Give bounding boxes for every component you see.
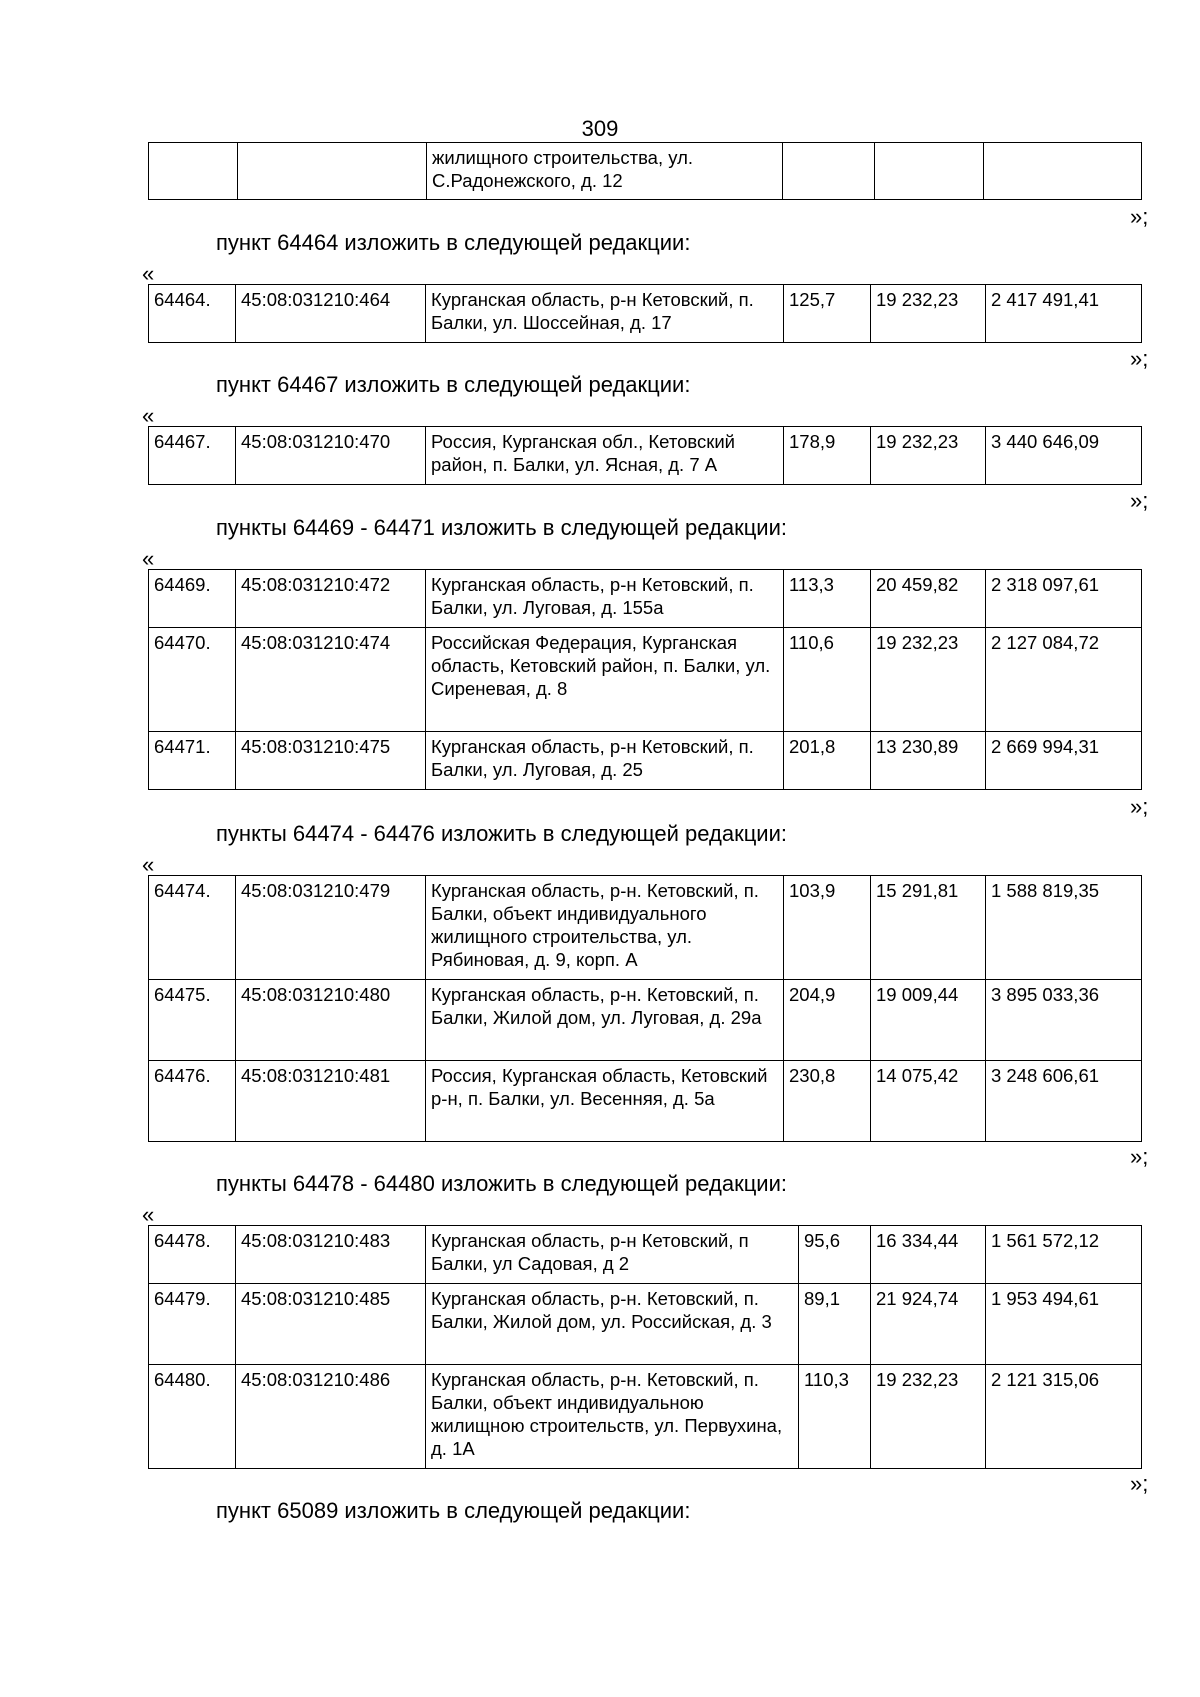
cell-cadastral: 45:08:031210:472 xyxy=(236,570,426,628)
cell-number: 64480. xyxy=(149,1365,236,1469)
cell-value: 2 127 084,72 xyxy=(986,628,1142,732)
cell-number: 64475. xyxy=(149,980,236,1061)
cell-rate: 21 924,74 xyxy=(871,1284,986,1365)
cell-area: 110,3 xyxy=(799,1365,871,1469)
cell-number: 64474. xyxy=(149,876,236,980)
section-intro: пункты 64469 - 64471 изложить в следующей редакции: xyxy=(216,515,788,540)
closing-quote: »; xyxy=(1130,1471,1149,1496)
cell-value: 2 318 097,61 xyxy=(986,570,1142,628)
cell-number: 64467. xyxy=(149,427,236,485)
cell-area: 95,6 xyxy=(799,1226,871,1284)
cell-value: 3 440 646,09 xyxy=(986,427,1142,485)
cell-area: 125,7 xyxy=(784,285,871,343)
cell-address: Российская Федерация, Курганская область, Кетовский район, п. Балки, ул. Сиреневая, д. 8 xyxy=(426,628,784,732)
register-table xyxy=(148,426,1142,485)
cell-area xyxy=(783,143,875,200)
cell-address: Курганская область, р-н Кетовский, п. Балки, ул. Луговая, д. 25 xyxy=(426,732,784,790)
cell-cadastral: 45:08:031210:480 xyxy=(236,980,426,1061)
table-row xyxy=(149,1226,1142,1284)
cell-rate: 19 232,23 xyxy=(871,628,986,732)
cell-address: Россия, Курганская область, Кетовский р-н, п. Балки, ул. Весенняя, д. 5а xyxy=(426,1061,784,1142)
cell-address: Курганская область, р-н. Кетовский, п. Балки, объект индивидуального жилищного строительства, ул. Рябиновая, д. 9, корп. А xyxy=(426,876,784,980)
section-intro: пункт 65089 изложить в следующей редакции: xyxy=(216,1498,691,1523)
cell-number: 64470. xyxy=(149,628,236,732)
section-intro: пункт 64467 изложить в следующей редакции: xyxy=(216,372,691,397)
cell-area: 113,3 xyxy=(784,570,871,628)
cell-area: 89,1 xyxy=(799,1284,871,1365)
register-table xyxy=(148,284,1142,343)
cell-cadastral: 45:08:031210:485 xyxy=(236,1284,426,1365)
table-row xyxy=(149,1061,1142,1142)
opening-quote: « xyxy=(142,403,155,428)
cell-cadastral: 45:08:031210:481 xyxy=(236,1061,426,1142)
closing-quote: »; xyxy=(1130,794,1149,819)
cell-rate: 16 334,44 xyxy=(871,1226,986,1284)
cell-area: 178,9 xyxy=(784,427,871,485)
register-table xyxy=(148,1225,1142,1469)
cell-number: 64464. xyxy=(149,285,236,343)
table-row xyxy=(149,285,1142,343)
table-row xyxy=(149,732,1142,790)
cell-number: 64479. xyxy=(149,1284,236,1365)
cell-rate: 19 232,23 xyxy=(871,285,986,343)
register-table xyxy=(148,569,1142,790)
cell-cadastral: 45:08:031210:474 xyxy=(236,628,426,732)
opening-quote: « xyxy=(142,1202,155,1227)
cell-rate: 15 291,81 xyxy=(871,876,986,980)
cell-value: 2 121 315,06 xyxy=(986,1365,1142,1469)
cell-rate: 19 232,23 xyxy=(871,427,986,485)
cell-address: Курганская область, р-н. Кетовский, п. Балки, Жилой дом, ул. Луговая, д. 29а xyxy=(426,980,784,1061)
cell-number: 64471. xyxy=(149,732,236,790)
opening-quote: « xyxy=(142,546,155,571)
cell-address: Курганская область, р-н Кетовский, п. Балки, ул. Шоссейная, д. 17 xyxy=(426,285,784,343)
cell-area: 201,8 xyxy=(784,732,871,790)
cell-number: 64478. xyxy=(149,1226,236,1284)
section-intro: пункты 64478 - 64480 изложить в следующей редакции: xyxy=(216,1171,788,1196)
cell-value: 3 248 606,61 xyxy=(986,1061,1142,1142)
table-row xyxy=(149,1284,1142,1365)
cell-address: Курганская область, р-н Кетовский, п Балки, ул Садовая, д 2 xyxy=(426,1226,799,1284)
cell-value: 2 669 994,31 xyxy=(986,732,1142,790)
cell-cadastral: 45:08:031210:479 xyxy=(236,876,426,980)
cell-value: 3 895 033,36 xyxy=(986,980,1142,1061)
cell-area: 204,9 xyxy=(784,980,871,1061)
closing-quote: »; xyxy=(1130,204,1149,229)
cell-rate: 19 009,44 xyxy=(871,980,986,1061)
cell-number: 64476. xyxy=(149,1061,236,1142)
cell-value: 1 588 819,35 xyxy=(986,876,1142,980)
cell-number xyxy=(149,143,238,200)
table-row xyxy=(149,570,1142,628)
cell-cadastral: 45:08:031210:483 xyxy=(236,1226,426,1284)
closing-quote: »; xyxy=(1130,346,1149,371)
cell-address: Курганская область, р-н Кетовский, п. Балки, ул. Луговая, д. 155а xyxy=(426,570,784,628)
table-row xyxy=(149,1365,1142,1469)
cell-rate: 20 459,82 xyxy=(871,570,986,628)
cell-cadastral: 45:08:031210:464 xyxy=(236,285,426,343)
cell-area: 230,8 xyxy=(784,1061,871,1142)
table-row xyxy=(149,628,1142,732)
section-intro: пункт 64464 изложить в следующей редакции: xyxy=(216,230,691,255)
cell-rate: 13 230,89 xyxy=(871,732,986,790)
cell-cadastral: 45:08:031210:475 xyxy=(236,732,426,790)
table-row xyxy=(149,980,1142,1061)
cell-value: 2 417 491,41 xyxy=(986,285,1142,343)
opening-quote: « xyxy=(142,852,155,877)
cell-value: 1 953 494,61 xyxy=(986,1284,1142,1365)
cell-value: 1 561 572,12 xyxy=(986,1226,1142,1284)
table-row xyxy=(149,427,1142,485)
cell-cadastral: 45:08:031210:470 xyxy=(236,427,426,485)
cell-area: 103,9 xyxy=(784,876,871,980)
page-number: 309 xyxy=(581,116,619,141)
cell-address: жилищного строительства, ул. С.Радонежского, д. 12 xyxy=(427,143,783,200)
cell-rate: 19 232,23 xyxy=(871,1365,986,1469)
cell-address: Россия, Курганская обл., Кетовский район, п. Балки, ул. Ясная, д. 7 А xyxy=(426,427,784,485)
cell-rate xyxy=(875,143,984,200)
table-row xyxy=(149,876,1142,980)
cell-address: Курганская область, р-н. Кетовский, п. Балки, Жилой дом, ул. Российская, д. 3 xyxy=(426,1284,799,1365)
cell-cadastral xyxy=(238,143,427,200)
cell-rate: 14 075,42 xyxy=(871,1061,986,1142)
closing-quote: »; xyxy=(1130,488,1149,513)
cell-area: 110,6 xyxy=(784,628,871,732)
section-intro: пункты 64474 - 64476 изложить в следующей редакции: xyxy=(216,821,788,846)
table-row xyxy=(149,143,1142,200)
cell-address: Курганская область, р-н. Кетовский, п. Балки, объект индивидуальною жилищною строительств, ул. Первухина, д. 1А xyxy=(426,1365,799,1469)
cell-cadastral: 45:08:031210:486 xyxy=(236,1365,426,1469)
opening-quote: « xyxy=(142,261,155,286)
cell-value xyxy=(984,143,1142,200)
register-table xyxy=(148,875,1142,1142)
closing-quote: »; xyxy=(1130,1144,1149,1169)
continuation-table xyxy=(148,142,1142,200)
cell-number: 64469. xyxy=(149,570,236,628)
